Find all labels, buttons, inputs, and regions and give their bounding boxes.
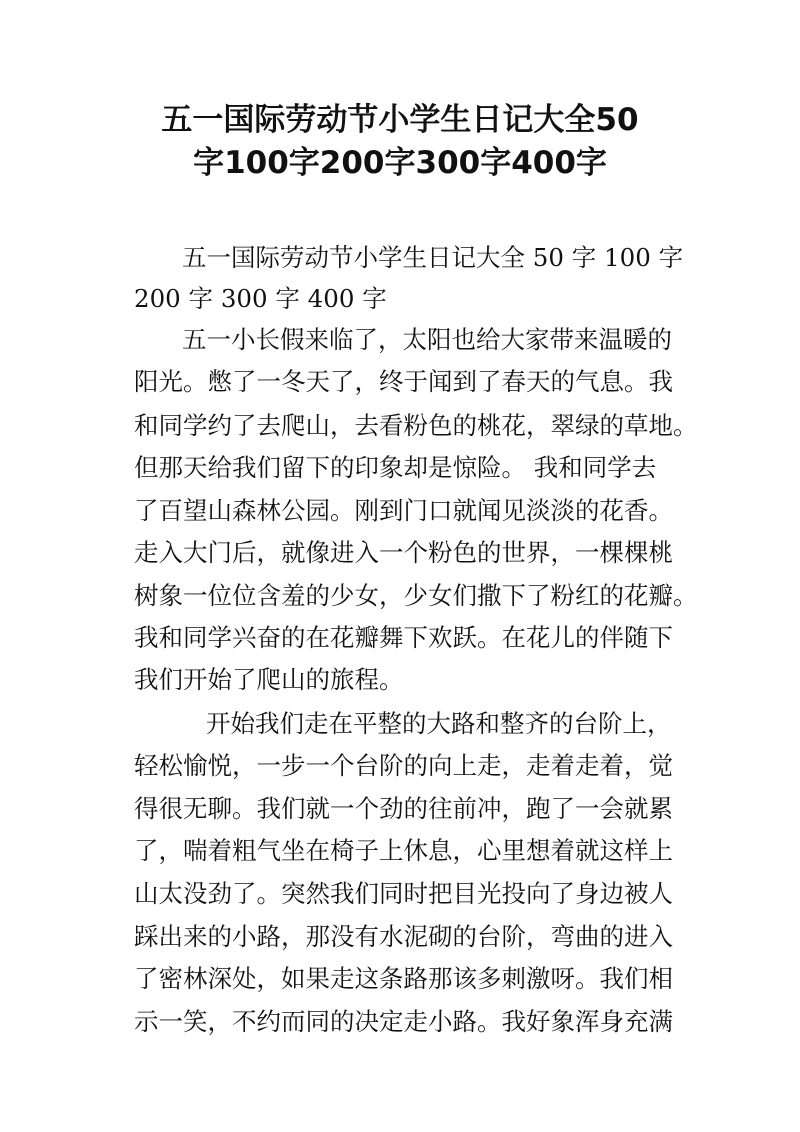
body-line: 五一小长假来临了，太阳也给大家带来温暖的 xyxy=(182,325,672,354)
body-line: 和同学约了去爬山，去看粉色的桃花，翠绿的草地。 xyxy=(134,411,698,440)
body-line: 树象一位位含羞的少女，少女们撒下了粉红的花瓣。 xyxy=(134,581,698,610)
body-line: 阳光。憋了一冬天了，终于闻到了春天的气息。我 xyxy=(134,367,673,396)
body-line: 了密林深处，如果走这条路那该多刺激呀。我们相 xyxy=(134,964,673,993)
body-line: 我和同学兴奋的在花瓣舞下欢跃。在花儿的伴随下 xyxy=(134,623,673,652)
document-title-line-1: 五一国际劳动节小学生日记大全50 xyxy=(161,102,639,138)
body-line: 踩出来的小路，那没有水泥砌的台阶，弯曲的进入 xyxy=(134,922,673,951)
body-line: 轻松愉悦，一步一个台阶的向上走，走着走着，觉 xyxy=(134,751,673,780)
body-line: 示一笑，不约而同的决定走小路。我好象浑身充满 xyxy=(134,1007,673,1036)
body-line: 开始我们走在平整的大路和整齐的台阶上， xyxy=(206,709,672,738)
body-line: 了，喘着粗气坐在椅子上休息，心里想着就这样上 xyxy=(134,836,673,865)
document-title-line-2: 字100字200字300字400字 xyxy=(193,145,607,181)
body-line: 得很无聊。我们就一个劲的往前冲，跑了一会就累 xyxy=(134,794,673,823)
body-line: 五一国际劳动节小学生日记大全 50 字 100 字 xyxy=(182,243,684,272)
body-line: 走入大门后，就像进入一个粉色的世界，一棵棵桃 xyxy=(134,538,673,567)
body-line: 但那天给我们留下的印象却是惊险。 我和同学去 xyxy=(134,453,657,482)
body-line: 山太没劲了。突然我们同时把目光投向了身边被人 xyxy=(134,879,673,908)
body-line: 了百望山森林公园。刚到门口就闻见淡淡的花香。 xyxy=(134,496,673,525)
body-line: 我们开始了爬山的旅程。 xyxy=(134,665,404,694)
body-line: 200 字 300 字 400 字 xyxy=(134,284,387,313)
